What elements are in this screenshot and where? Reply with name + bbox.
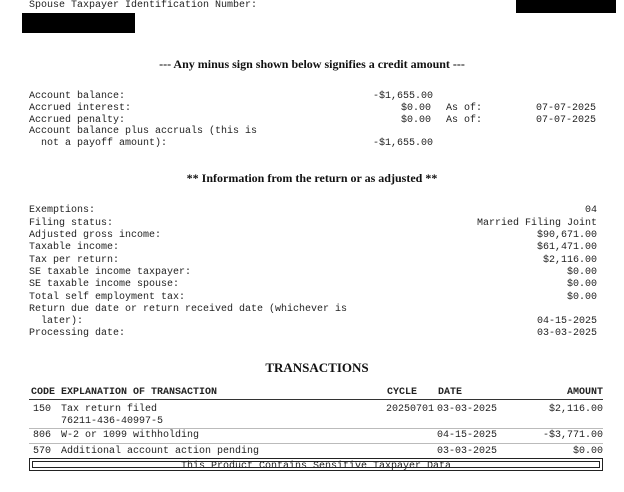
row-date: 04-15-2025: [437, 430, 498, 441]
filing-status-label: Filing status:: [29, 218, 114, 229]
col-cycle-header: CYCLE: [387, 387, 418, 398]
filing-status-value: Married Filing Joint: [476, 218, 597, 229]
penalty-as-of-label: As of:: [446, 115, 483, 126]
processing-date-value: 03-03-2025: [536, 328, 597, 339]
interest-as-of-date: 07-07-2025: [535, 103, 596, 114]
row-divider: [29, 443, 603, 444]
se-income-taxpayer-label: SE taxable income taxpayer:: [29, 267, 192, 278]
row-amount: $2,116.00: [548, 404, 603, 415]
row-divider: [29, 428, 603, 429]
se-income-spouse-label: SE taxable income spouse:: [29, 279, 180, 290]
accruals-label-line-2: not a payoff amount):: [29, 138, 168, 149]
row-code: 150: [33, 404, 52, 415]
taxable-income-label: Taxable income:: [29, 242, 120, 253]
credit-notice: --- Any minus sign shown below signifies a credit amount ---: [159, 57, 465, 71]
row-cycle: 20250701: [386, 404, 435, 415]
transactions-title: TRANSACTIONS: [265, 360, 369, 375]
table-header-divider: [29, 399, 603, 400]
account-balance-label: Account balance:: [29, 91, 126, 102]
accruals-value: -$1,655.00: [372, 138, 433, 149]
redacted-tin-block: [516, 0, 616, 13]
agi-label: Adjusted gross income:: [29, 230, 162, 241]
row-amount: $0.00: [572, 446, 603, 457]
col-amount-header: AMOUNT: [566, 387, 603, 398]
sensitive-data-banner: [29, 458, 603, 471]
row-code: 806: [33, 430, 52, 441]
accrued-penalty-value: $0.00: [400, 115, 431, 126]
row-date: 03-03-2025: [437, 446, 498, 457]
return-due-label-line-1: Return due date or return received date (whichever is: [29, 304, 348, 315]
se-tax-label: Total self employment tax:: [29, 292, 186, 303]
agi-value: $90,671.00: [536, 230, 597, 241]
return-due-value: 04-15-2025: [536, 316, 597, 327]
processing-date-label: Processing date:: [29, 328, 126, 339]
se-income-taxpayer-value: $0.00: [566, 267, 597, 278]
account-balance-value: -$1,655.00: [372, 91, 433, 102]
col-date-header: DATE: [438, 387, 463, 398]
return-due-label-line-2: later):: [29, 316, 84, 327]
se-income-spouse-value: $0.00: [566, 279, 597, 290]
col-explanation-header: EXPLANATION OF TRANSACTION: [61, 387, 218, 398]
penalty-as-of-date: 07-07-2025: [535, 115, 596, 126]
accruals-label-line-1: Account balance plus accruals (this is: [29, 126, 258, 137]
accrued-interest-value: $0.00: [400, 103, 431, 114]
accrued-penalty-label: Accrued penalty:: [29, 115, 126, 126]
row-code: 570: [33, 446, 52, 457]
se-tax-value: $0.00: [566, 292, 597, 303]
tax-per-return-label: Tax per return:: [29, 255, 120, 266]
row-explanation: W-2 or 1099 withholding: [61, 430, 200, 441]
row-explanation: Additional account action pending: [61, 446, 260, 457]
row-explanation-sub: 76211-436-40997-5: [61, 416, 164, 427]
spouse-tin-label: Spouse Taxpayer Identification Number:: [29, 0, 258, 11]
accrued-interest-label: Accrued interest:: [29, 103, 132, 114]
exemptions-value: 04: [584, 205, 597, 216]
col-code-header: CODE: [31, 387, 56, 398]
sensitive-data-text: This Product Contains Sensitive Taxpayer Data: [32, 461, 600, 468]
row-explanation: Tax return filed: [61, 404, 158, 415]
return-info-heading: ** Information from the return or as adjusted **: [186, 171, 438, 185]
exemptions-label: Exemptions:: [29, 205, 96, 216]
taxable-income-value: $61,471.00: [536, 242, 597, 253]
row-date: 03-03-2025: [437, 404, 498, 415]
redacted-tin-block: [22, 13, 135, 33]
row-amount: -$3,771.00: [542, 430, 603, 441]
interest-as-of-label: As of:: [446, 103, 483, 114]
tax-per-return-value: $2,116.00: [542, 255, 597, 266]
